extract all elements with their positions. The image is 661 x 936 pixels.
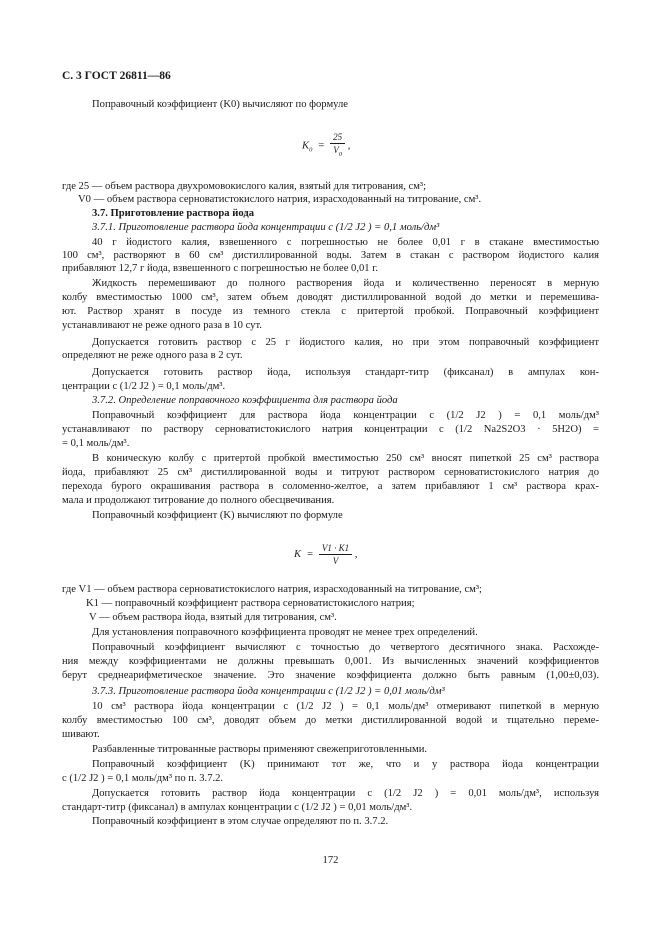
para4-line-1: Допускается готовить раствор йода, используя стандарт-титр (фиксанал) в ампулах кон- (92, 367, 599, 378)
para2-line-3: ют. Раствор хранят в посуде из темного стекла с притертой пробкой. Поправочный коэффициент (62, 306, 599, 317)
para9-line-1: 10 см³ раствора йода концентрации c (1/2 J2 ) = 0,1 моль/дм³ отмеривают пипеткой в мерную (92, 701, 599, 712)
formula-k-lhs: K (294, 548, 302, 560)
para6-line-4: мала и продолжают титрование до полного обесцвечивания. (62, 495, 335, 506)
para1-line-2: 100 см³, растворяют в 60 см³ дистиллированной воды. Затем в стакан с раствором йодистого калия (62, 250, 599, 261)
section-3-7-3-title: 3.7.3. Приготовление раствора йода концентрации c (1/2 J2 ) = 0,01 моль/дм³ (92, 686, 445, 697)
para9-line-2: колбу вместимостью 100 см³, доводят объем до метки дистиллированной водой и тщательно переме- (62, 715, 599, 726)
formula-k0-numerator: 25 (330, 131, 345, 144)
section-3-7-2-title: 3.7.2. Определение поправочного коэффициента для раствора йода (92, 395, 398, 406)
para6-line-2: йода, прибавляют 25 см³ дистиллированной воды и титруют раствором серноватистокислого натрия до (62, 467, 599, 478)
page-header: С. 3 ГОСТ 26811—86 (62, 70, 171, 82)
para11-line-2: c (1/2 J2 ) = 0,1 моль/дм³ по п. 3.7.2. (62, 773, 224, 784)
para2-line-4: устанавливают не реже одного раза в 10 сут. (62, 320, 262, 331)
para2-line-2: колбу вместимостью 1000 см³, затем объем доводят дистиллированной водой до метки и перемешива- (62, 292, 599, 303)
para2-line-1: Жидкость перемешивают до полного растворения йода и количественно переносят в мерную (92, 278, 599, 289)
para6-line-3: перехода бурого окрашивания раствора в соломенно-желтое, а затем прибавляют 1 см³ раствора крах- (62, 481, 599, 492)
formula-k0: $K_0$ = $\frac{25}{V_0}$ , (302, 131, 350, 161)
para9-line-3: шивают. (62, 729, 100, 740)
para3-line-1: Допускается готовить раствор с 25 г йодистого калия, но при этом поправочный коэффициент (92, 337, 599, 348)
para7: Для установления поправочного коэффициента проводят не менее трех определений. (92, 627, 478, 638)
para12-line-2: стандарт-титр (фиксанал) в ампулах концентрации c (1/2 J2 ) = 0,01 моль/дм³. (62, 802, 413, 813)
section-3-7-title: 3.7. Приготовление раствора йода (92, 208, 254, 219)
formula-k0-denominator: $V_0$ (333, 145, 342, 158)
para11-line-1: Поправочный коэффициент (K) принимают тот же, что и у раствора йода концентрации (92, 759, 599, 770)
where2-line-3: V — объем раствора йода, взятый для титрования, см³. (89, 612, 337, 623)
para5-line-3: = 0,1 моль/дм³. (62, 438, 130, 449)
where1-line-1: где 25 — объем раствора двухромовокислого калия, взятый для титрования, см³; (62, 181, 427, 192)
para3-line-2: определяют не реже одного раза в 2 сут. (62, 350, 243, 361)
para12-line-1: Допускается готовить раствор йода концентрации c (1/2 J2 ) = 0,01 моль/дм³, используя (92, 788, 599, 799)
para5-line-2: устанавливают по раствору серноватистокислого натрия концентрации c (1/2 Na2S2O3 · 5H2O) = (62, 424, 599, 435)
section-3-7-1-title: 3.7.1. Приготовление раствора йода концентрации c (1/2 J2 ) = 0,1 моль/дм³ (92, 222, 440, 233)
para1-line-3: прибавляют 12,7 г йода, взвешенного с погрешностью не более 0,01 г. (62, 263, 379, 274)
para8-line-1: Поправочный коэффициент вычисляют с точностью до четвертого десятичного знака. Расхожде- (92, 642, 599, 653)
page-number: 172 (322, 855, 339, 866)
formula-k0-lhs-sub: 0 (309, 146, 313, 154)
para13: Поправочный коэффициент в этом случае определяют по п. 3.7.2. (92, 816, 389, 827)
formula-k-tail: , (354, 548, 358, 560)
para1-line-1: 40 г йодистого калия, взвешенного с погрешностью не более 0,01 г в стакане вместимостью (92, 237, 599, 248)
intro-formula-k0: Поправочный коэффициент (K0) вычисляют по формуле (92, 99, 348, 110)
para5-line-1: Поправочный коэффициент для раствора йода концентрации c (1/2 J2 ) = 0,1 моль/дм³ (92, 410, 599, 421)
intro-formula-k: Поправочный коэффициент (K) вычисляют по формуле (92, 510, 343, 521)
para8-line-3: берут среднеарифметическое значение. Это значение коэффициента должно быть равным (1,00±0,03). (62, 670, 599, 681)
where2-line-2: K1 — поправочный коэффициент раствора серноватистокислого натрия; (86, 598, 415, 609)
formula-k-fraction (319, 542, 352, 567)
para8-line-2: ния между коэффициентами не должны превышать 0,001. Из вычисленных значений коэффициентов (62, 656, 599, 667)
formula-k-numerator: V1 · K1 (319, 542, 352, 555)
para6-line-1: В коническую колбу с притертой пробкой вместимостью 250 см³ вносят пипеткой 25 см³ раствора (92, 453, 599, 464)
formula-k-denominator: V (332, 556, 339, 566)
where2-line-1: где V1 — объем раствора серноватистокислого натрия, израсходованный на титрование, см³; (62, 584, 482, 595)
formula-k: K = $\frac{V1 \cdot K1}{V}$ , (294, 543, 358, 566)
where1-line-2: V0 — объем раствора серноватистокислого натрия, израсходованный на титрование, см³. (78, 194, 482, 205)
formula-k0-fraction (330, 131, 345, 161)
formula-k0-lhs: K (302, 140, 310, 152)
para4-line-2: центрации c (1/2 J2 ) = 0,1 моль/дм³. (62, 381, 226, 392)
para10: Разбавленные титрованные растворы применяют свежеприготовленными. (92, 744, 428, 755)
formula-k0-tail: , (347, 140, 351, 152)
